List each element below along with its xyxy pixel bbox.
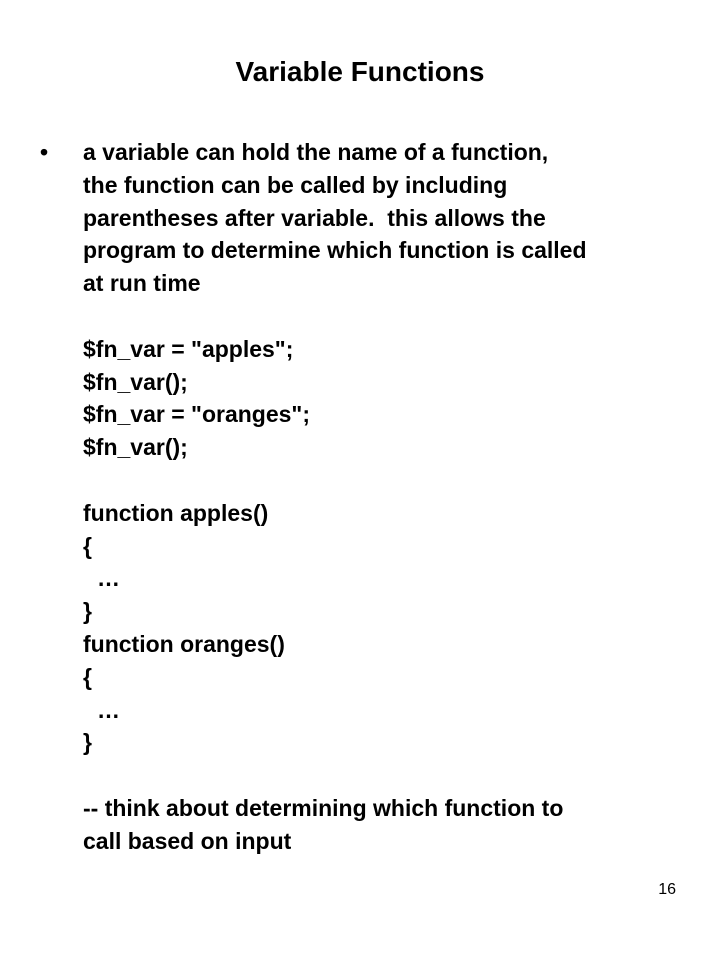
code-line: $fn_var(); [83, 368, 188, 395]
function-line: … [97, 565, 120, 592]
bullet-body [83, 136, 703, 858]
code-line: $fn_var(); [83, 434, 188, 461]
note-line: -- think about determining which function to [83, 794, 564, 821]
paragraph-line: a variable can hold the name of a function, [83, 139, 549, 165]
paragraph-line: the function can be called by including [83, 171, 508, 198]
slide-title: Variable Functions [235, 56, 485, 87]
code-line: $fn_var = "oranges"; [83, 401, 310, 428]
bullet-dot: • [40, 139, 49, 165]
paragraph-line: parentheses after variable. this allows the [83, 204, 546, 231]
function-line: { [83, 532, 92, 559]
function-line: { [83, 663, 92, 690]
function-line: function oranges() [83, 630, 285, 657]
page-number: 16 [658, 881, 676, 898]
note-line: call based on input [83, 827, 292, 854]
function-line: } [83, 598, 92, 625]
function-line: function apples() [83, 499, 269, 526]
paragraph-line: program to determine which function is called [83, 237, 587, 264]
function-line: } [83, 729, 92, 756]
code-line: $fn_var = "apples"; [83, 335, 294, 362]
blank-line [83, 759, 703, 792]
function-line: … [97, 696, 120, 723]
blank-line [83, 464, 703, 497]
blank-line [83, 300, 703, 333]
paragraph-line: at run time [83, 270, 201, 297]
